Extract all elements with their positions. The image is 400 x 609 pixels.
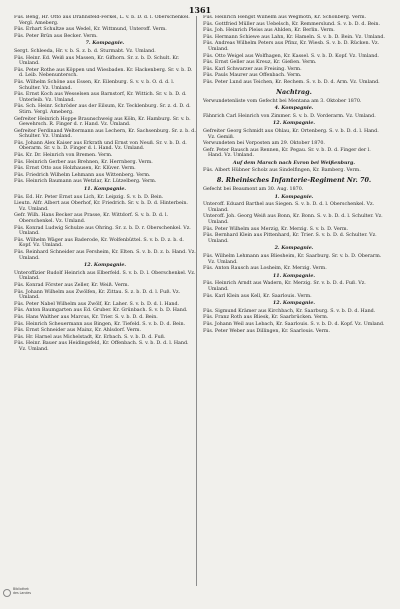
section-heading: 1. Kompagnie. xyxy=(274,193,314,200)
library-emblem-icon xyxy=(3,589,11,597)
right-column xyxy=(203,15,385,593)
casualty-entry: Füs. Peter Weber aus Dillingen, Kr. Saarlouis. Verm. xyxy=(203,328,331,334)
casualty-entry: Füs. Ernst Koch aus Wesselsen aus Barnstorf, Kr. Wittich. Sr. v. b. D. d. Unterleib. Vz. Umland. xyxy=(14,92,187,103)
casualty-entry: Füs. Johann Alex Kaiser aus Erkrath und Ernst von Neuß. Sr. v. b. D. d. Oberarm. Sr. v. b. D. Finger d. l. Hand. Vz. Umland. xyxy=(14,140,187,152)
casualty-entry: Gefreiter Heinrich Hoppe Braunschweig aus Köln, Kr. Hamburg. Sr. v. b. Gewehrsch. R. Finger d. r. Hand. Vz. Umland. xyxy=(14,116,191,128)
library-logo xyxy=(3,588,37,602)
casualty-entry: Füs. Konrad Förster aus Zeller, Kr. Weiß. Verm. xyxy=(14,282,130,288)
casualty-entry: Gefecht bei Beaumont am 30. Aug. 1870. xyxy=(203,187,304,193)
casualty-entry: Füs. Johann Wilhelm aus Zwölfen, Kr. Zittau. S. z. b. D. d. l. Fuß. Vz. Umland. xyxy=(14,289,180,301)
casualty-entry: Füs. Heinrich Hengst Wilhelm aus Wegmoth, Kr. Schönberg. Verm. xyxy=(203,15,367,20)
casualty-entry: Füs. Heinrich Scheuermann aus Bingen, Kr. Tiefeld. S. v. b. D. d. Bein. xyxy=(14,321,186,327)
casualty-entry: Füs. Sigmund Krämer aus Kirchbach, Kr. Saarburg. S. v. b. D. d. Hand. xyxy=(203,308,376,314)
casualty-entry: Füs. Peter Rothe aus Köppen und Wiesbaden. Kr. Hackenberg. Sr. v. b. D. d. Leib. Nebenuntersch. xyxy=(14,67,193,79)
casualty-entry: Füs. Konrad Ludwig Schulze aus Ohring. Sr. z. b. D. r. Oberschenkel. Vz. Umland. xyxy=(14,225,191,237)
section-heading: 11. Kompagnie. xyxy=(272,272,316,279)
casualty-entry: Lieutn. Alfr. Albert aus Oberhof, Kr. Friedrich. Sr. v. b. D. d. Hinterbein. Vz. Umland. xyxy=(14,201,188,212)
section-heading: 8. Rheinisches Infanterie-Regiment Nr. 70. xyxy=(216,176,372,185)
section-heading: Nachtrag. xyxy=(276,87,312,96)
casualty-entry: Füs. Ernst Geller aus Kreuz, Kr. Gießen. Verm. xyxy=(203,60,317,66)
casualty-entry: Füs. Heinr. Ed. Weiß aus Massen, Kr. Gifhorn. Sr. z. b. D. Schult. Kr. Umland. xyxy=(14,55,180,67)
casualty-entry: Füs. Heinr. Bauer aus Heidingsfeld, Kr. Offenbach. S. v. b. D. d. l. Hand. Vz. Umland. xyxy=(14,341,189,352)
casualty-entry: Füs. Anton Baumgarten aus Ed. Gruber. Kr. Grünbach. S. v. b. D. Hand. xyxy=(14,308,188,314)
section-heading: 4. Kompagnie. xyxy=(274,105,314,112)
casualty-entry: Füs. Peter Lund aus Teichen, Kr. Rechem. S. v. b. D. d. Arm. Vz. Umland. xyxy=(203,79,380,85)
casualty-entry: Füs. Hr. Harnel aus Michelstadt, Kr. Erbach. S. v. b. D. d. Fuß. xyxy=(14,334,166,340)
section-heading: 2. Kompagnie. xyxy=(274,245,314,252)
casualty-entry: Unteroff. Joh. Georg Weiß aus Bonn, Kr. Bonn. S. v. b. D. d. l. Schulter. Vz. Umland. xyxy=(203,214,383,226)
casualty-entry: Gefr. Peter Rausch aus Rennen, Kr. Pegau. Sr. v. b. D. d. Finger der l. Hand. Vz. Umland. xyxy=(203,147,371,159)
section-heading: 7. Kompagnie. xyxy=(85,40,125,47)
casualty-entry: Füs. Anton Rausch aus Losheim, Kr. Merzig. Verm. xyxy=(203,266,327,272)
casualty-entry: Füs. Reinhard Schneider aus Fersheim, Kr. Elten. S. v. b. D. z. b. Hand. Vz. Umland. xyxy=(14,249,196,261)
casualty-entry: Füs. Kr. Dr. Heinrich von Bremen. Verm. xyxy=(14,153,113,159)
casualty-entry: Füs. Peter Wilhelm aus Merzig, Kr. Merzig. S. v. b. D. Verm. xyxy=(203,226,349,232)
casualty-entry: Füs. Hermann Schiewe aus Lahn, Kr. Hameln. S. v. b. D. Bein. Vz. Umland. xyxy=(203,34,385,40)
casualty-entry: Fähnrich Carl Heinrich von Zimmer. S. v. b. D. Vorderarm. Vz. Umland. xyxy=(203,113,376,119)
casualty-entry: Unteroffizier Rudolf Heinrich aus Elberfeld. S. v. b. D. l. Oberschenkel. Vz. Umland. xyxy=(14,270,196,282)
casualty-entry: Füs. Joh. Heinrich Pleiss aus Ahlden, Kr. Berlin. Verm. xyxy=(203,28,335,34)
casualty-entry: Gefreiter Ferdinand Weltermann aus Lechern, Kr. Sachsenburg. Sr. z. b. d. Schulter. Vz. Umland. xyxy=(14,128,196,140)
casualty-entry: Füs. Gottfried Müller aus Uebelsch, Kr. Remmerslund. S. v. b. D. d. Bein. xyxy=(203,21,381,27)
left-column xyxy=(14,15,196,593)
casualty-entry: Füs. Hans Walther aus Marcus, Kr. Trier. S. v. b. D. d. Bein. xyxy=(14,314,158,320)
casualty-entry: Füs. Heinrich Arndt aus Wadern, Kr. Merzig. Sr. v. b. D. d. Fuß. Vz. Umland. xyxy=(203,281,366,292)
casualty-entry: Füs. Bernhard Klein aus Pittenhard, Kr. Trier. S. v. b. D. d. Schulter. Vz. Umland. xyxy=(203,233,377,244)
section-heading: 12. Kompagnie. xyxy=(83,262,127,269)
casualty-entry: Füs. Wilhelm Wäger aus Baderode, Kr. Wolfenbüttel. S. v. b. D. z. b. d. Kopf. Vz. Umland. xyxy=(14,237,184,249)
casualty-entry: Füs. Ernst Otto aus Holzhausen, Kr. Klüver. Verm. xyxy=(14,166,136,172)
casualty-entry: Füs. Johann Weil aus Lebach, Kr. Saarlouis. S. v. b. D. d. Kopf. Vz. Umland. xyxy=(203,321,385,327)
casualty-entry: Füs. Ed. Hr. Peter Ernst aus Lich, Kr. Leipzig. S. v. b. D. Bein. xyxy=(14,194,164,200)
section-heading: 11. Kompagnie. xyxy=(83,186,127,193)
section-heading: 12. Kompagnie. xyxy=(272,300,316,307)
logo-line: Bibliothek xyxy=(13,587,29,591)
casualty-entry: Verwundeten bei Vorposten am 29. Oktober 1870. xyxy=(203,141,325,147)
casualty-entry: Verwundetenliste vom Gefecht bei Mentana am 3. Oktober 1870. xyxy=(203,98,362,104)
section-heading: 12. Kompagnie. xyxy=(272,120,316,127)
casualty-entry: Unteroff. Eduard Barthel aus Siegen. S. v. b. D. d. l. Oberschenkel. Vz. Umland. xyxy=(203,202,375,213)
casualty-entry: Gefreiter Georg Schmidt aus Ohlau, Kr. Ortenberg. S. v. b. D. d. l. Hand. Vz. Gemiß. xyxy=(203,128,379,140)
column-divider xyxy=(196,16,197,586)
casualty-entry: Füs. Karl Klein aus Kell, Kr. Saarlouis. Verm. xyxy=(203,293,312,299)
casualty-entry: Füs. Karl Schwarzer aus Freising. Verm. xyxy=(203,66,302,72)
casualty-entry: Füs. Wilhelm Lehmann aus Bliesheim, Kr. Saarburg. Sr. v. b. D. Oberarm. Vz. Umland. xyxy=(203,254,382,265)
casualty-entry: Füs. Heinrich Baumann aus Wetzlar, Kr. Lützelberg. Verm. xyxy=(14,179,157,185)
casualty-entry: Füs. Albert Hübner Scholz aus Sindelfingen, Kr. Bamberg. Verm. xyxy=(203,168,361,174)
casualty-entry: Füs. Pauls Maurer aus Offenbach. Verm. xyxy=(203,73,302,79)
casualty-entry: Füs. Beng, Hr. Otto aus Drahnsfeld-Ferkel, L. v. b. D. d. l. Oberschenkel. Vergl. Ameberg. xyxy=(14,15,190,26)
logo-line: des Landes xyxy=(13,590,32,595)
casualty-entry: Füs. Heinrich Gerber aus Brehnen, Kr. Herrnberg. Verm. xyxy=(14,159,153,165)
casualty-entry: Sergt. Schleeda, Hr. v. b. S. z. b. d. Sturmabt. Vz. Umland. xyxy=(14,48,156,54)
library-logo-text xyxy=(13,588,31,596)
casualty-entry: Füs. Wilhelm Schöne aus Essen, Kr. Eilenburg. S. v. v. b. O. d. d. l. Schulter. Vz. Umland. xyxy=(14,79,175,91)
casualty-entry: Füs. Peter Brün aus Becker. Verm. xyxy=(14,33,98,39)
section-heading: Auf dem Marsch nach Evron bei Weißenburg. xyxy=(232,159,356,166)
casualty-entry: Füs. Franz Roth aus Bliesk, Kr. Saarbrücken. Verm. xyxy=(203,315,329,321)
casualty-entry: Füs. Friedrich Wilhelm Lehmann aus Wittenberg. Verm. xyxy=(14,172,151,178)
casualty-entry: Füs. Ernst Schneider aus Mainz, Kr. Ahlsdorf. Verm. xyxy=(14,328,141,334)
casualty-entry: Füs. Peter Nabel Wilhelm aus Zwölf, Kr. Laher. S. v. b. D. d. l. Hand. xyxy=(14,301,180,307)
casualty-entry: Gefr. Wilh. Hans Becker aus Prasse, Kr. Wittdorf. S. v. b. D. d. l. Oberschenkel. Vz. Umland. xyxy=(14,213,169,224)
casualty-entry: Füs. Sch. Heinr. Schröder aus der Eilsum, Kr. Tecklenburg. Sr. z. d. D. d. Stirn. Vergl. Ameberg. xyxy=(14,104,191,115)
page-number: 1361 xyxy=(188,5,212,15)
casualty-entry: Füs. Otto Weigel aus Wolfhagen, Kr. Kassel. S. v. b. D. Kopf. Vz. Umland. xyxy=(203,53,379,59)
casualty-entry: Füs. Andreas Wilhelm Peters aus Pfinz, Kr. Wiesb. S. v. b. D. Rücken. Vz. Umland. xyxy=(203,41,380,52)
casualty-entry: Füs. Erhart Schultze aus Wedel, Kr. Wittmund, Unteroff. Verm. xyxy=(14,27,167,33)
